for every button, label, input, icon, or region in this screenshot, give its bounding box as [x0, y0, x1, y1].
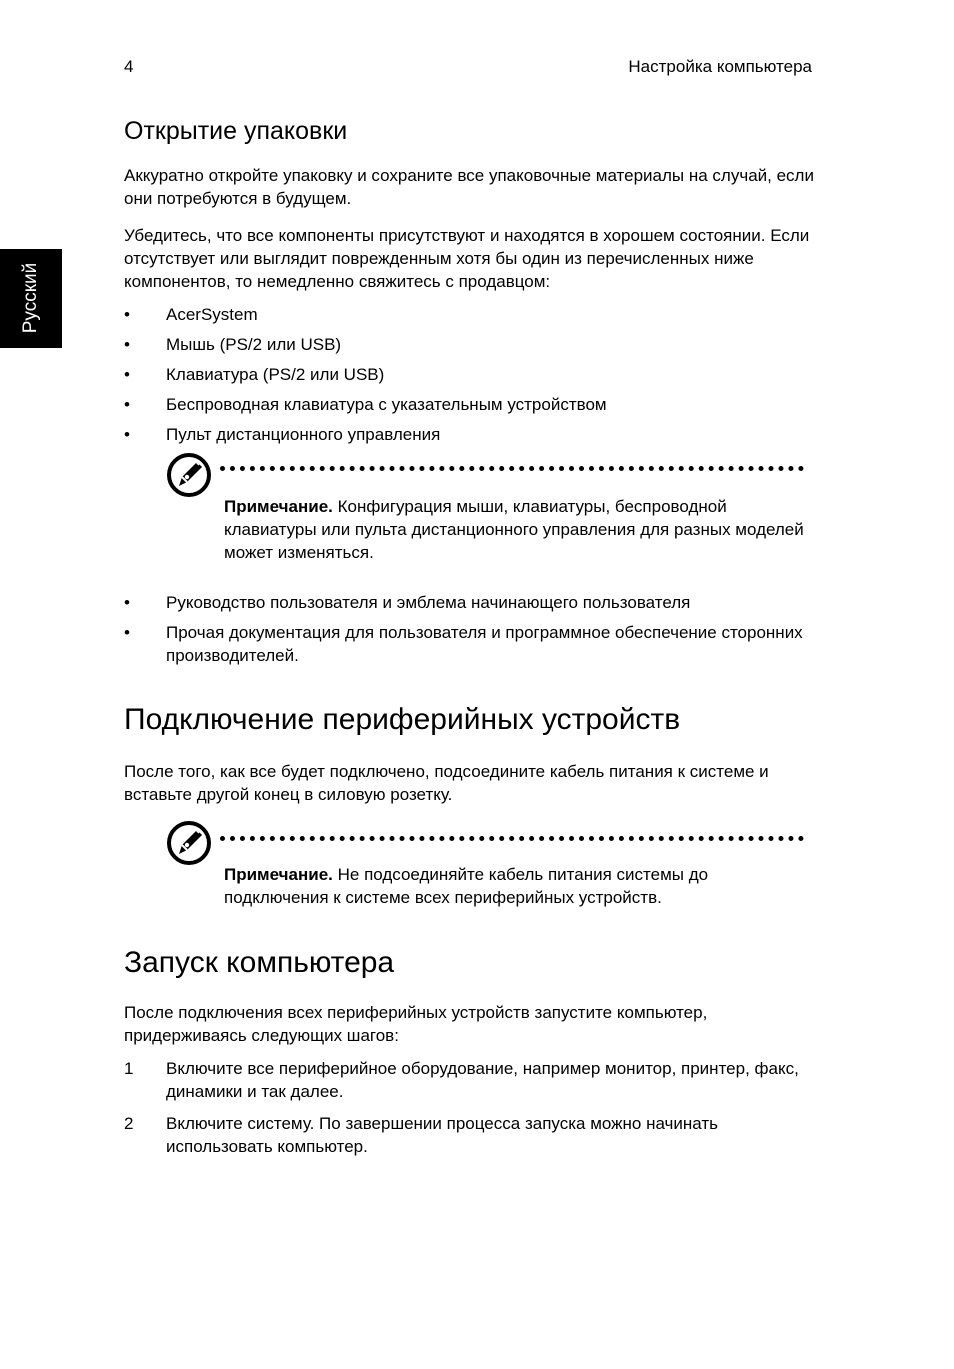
note-body: Не подсоединяйте кабель питания системы до подключения к системе всех периферийных устройств.: [224, 865, 709, 907]
note-pen-icon: [166, 820, 212, 866]
list-item: [124, 621, 824, 667]
note-peripherals: [224, 863, 804, 909]
startup-paragraph: После подключения всех периферийных устройств запустите компьютер, придерживаясь следующих шагов:: [124, 1003, 708, 1045]
note-unpacking: [224, 495, 804, 564]
bullet-marker: •: [124, 335, 130, 354]
list-item-text: Пульт дистанционного управления: [166, 425, 441, 444]
bullet-marker: •: [124, 305, 130, 324]
peripherals-paragraph: После того, как все будет подключено, подсоедините кабель питания к системе и вставьте другой конец в силовую розетку.: [124, 762, 769, 804]
list-item: [124, 363, 824, 386]
list-item: [124, 393, 824, 416]
unpacking-paragraph-2: Убедитесь, что все компоненты присутствуют и находятся в хорошем состоянии. Если отсутствует или выглядит поврежденным хотя бы один из перечисленных ниже компонентов, то немедленно свяжитесь с продавцом:: [124, 226, 810, 291]
note-label: Примечание.: [224, 497, 333, 516]
note-body: Конфигурация мыши, клавиатуры, беспроводной клавиатуры или пульта дистанционного управления для разных моделей может изменяться.: [224, 497, 804, 562]
page-number: 4: [124, 57, 134, 76]
bullet-marker: •: [124, 623, 130, 642]
note-divider: [220, 836, 804, 841]
list-item: [124, 423, 824, 446]
section-title-unpacking: Открытие упаковки: [124, 117, 348, 145]
bullet-marker: •: [124, 593, 130, 612]
unpacking-paragraph-1: Аккуратно откройте упаковку и сохраните все упаковочные материалы на случай, если они потребуются в будущем.: [124, 166, 814, 208]
list-item-text: AcerSystem: [166, 305, 258, 324]
running-header: Настройка компьютера: [628, 57, 812, 76]
list-item: [124, 591, 824, 614]
note-label: Примечание.: [224, 865, 333, 884]
language-side-tab-label: Русский: [20, 262, 41, 334]
list-item: [124, 1057, 824, 1103]
bullet-marker: •: [124, 365, 130, 384]
section-title-startup: Запуск компьютера: [124, 946, 395, 979]
note-pen-icon: [166, 452, 212, 498]
list-item: [124, 1112, 824, 1158]
language-side-tab: [0, 249, 62, 348]
list-item-text: Клавиатура (PS/2 или USB): [166, 365, 385, 384]
step-number: 1: [124, 1059, 134, 1078]
note-divider: [220, 466, 804, 471]
bullet-marker: •: [124, 425, 130, 444]
list-item-text: Руководство пользователя и эмблема начинающего пользователя: [166, 593, 691, 612]
step-text: Включите все периферийное оборудование, например монитор, принтер, факс, динамики и так далее.: [166, 1059, 799, 1101]
list-item-text: Мышь (PS/2 или USB): [166, 335, 342, 354]
section-title-peripherals: Подключение периферийных устройств: [124, 703, 681, 736]
list-item-text: Беспроводная клавиатура с указательным устройством: [166, 395, 607, 414]
bullet-marker: •: [124, 395, 130, 414]
list-item-text: Прочая документация для пользователя и программное обеспечение сторонних производителей.: [166, 623, 803, 665]
step-text: Включите систему. По завершении процесса запуска можно начинать использовать компьютер.: [166, 1114, 719, 1156]
list-item: [124, 333, 824, 356]
step-number: 2: [124, 1114, 134, 1133]
list-item: [124, 303, 824, 326]
